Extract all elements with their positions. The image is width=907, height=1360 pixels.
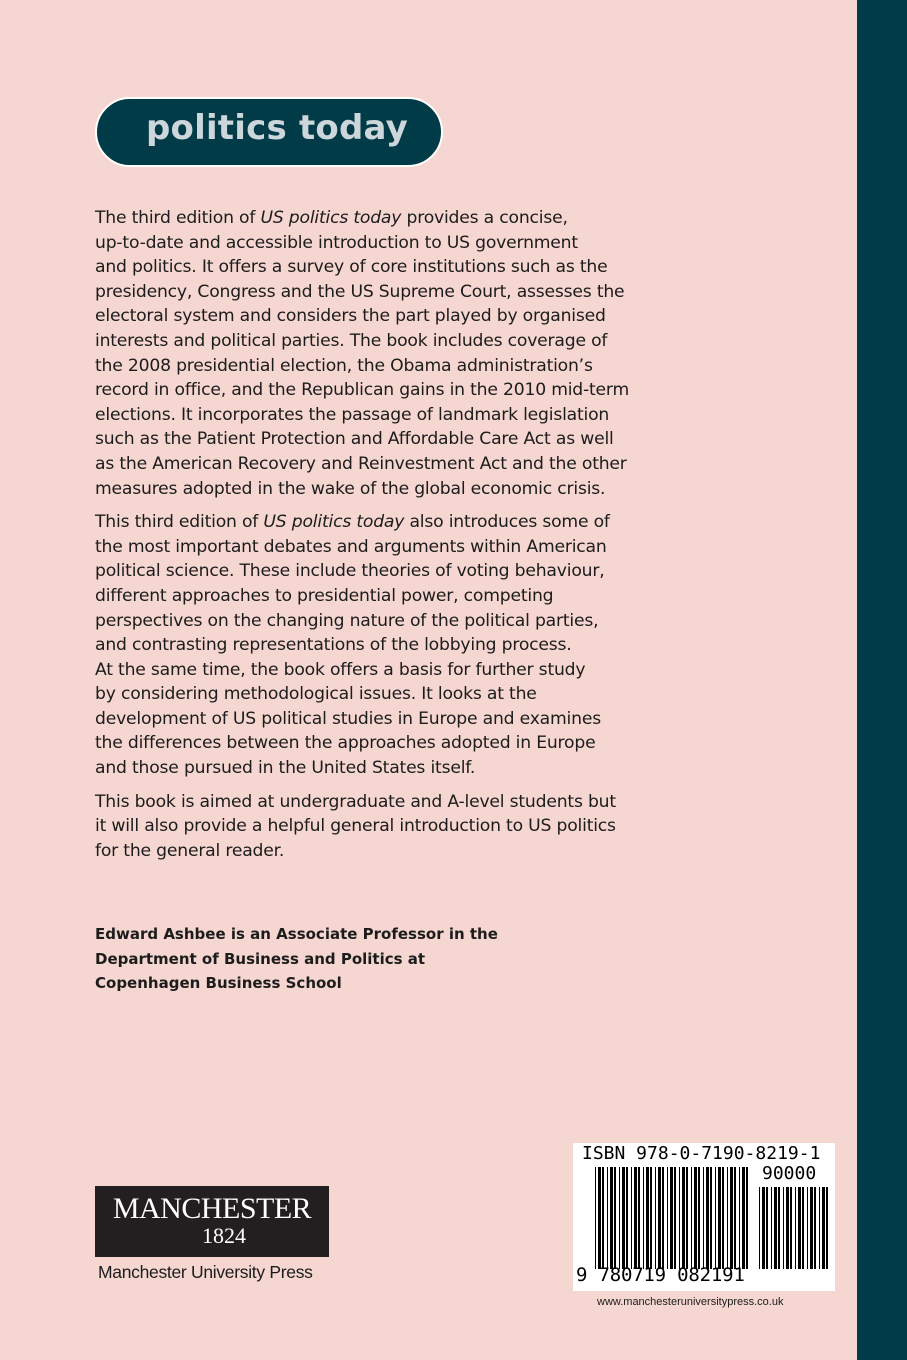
blurb-run: by considering methodological issues. It looks at the	[95, 684, 537, 705]
author-bio-line: Edward Ashbee is an Associate Professor in the	[95, 925, 498, 943]
barcode-addon-bar	[790, 1187, 792, 1269]
barcode-addon-bar	[814, 1187, 816, 1269]
barcode-addon-bar	[807, 1187, 808, 1269]
barcode-bar	[742, 1167, 745, 1269]
blurb-run: electoral system and considers the part played by organised	[95, 306, 606, 327]
press-name: Manchester University Press	[98, 1262, 313, 1282]
barcode-bar	[607, 1167, 608, 1269]
blurb-line	[95, 609, 675, 634]
blurb-run: and contrasting representations of the lobbying process.	[95, 635, 572, 656]
blurb-line	[95, 682, 675, 707]
blurb-run: and those pursued in the United States itself.	[95, 758, 476, 779]
author-bio-line: Copenhagen Business School	[95, 974, 342, 992]
book-title-italic: US politics today	[260, 208, 402, 228]
barcode-bar	[595, 1167, 596, 1269]
barcode-addon-bar	[826, 1187, 828, 1269]
blurb-run: also introduces some of	[404, 512, 610, 533]
blurb-line	[95, 535, 675, 560]
blurb-run: perspectives on the changing nature of the political parties,	[95, 610, 599, 631]
barcode-addon-bar	[778, 1187, 780, 1269]
spine-strip	[857, 0, 907, 1360]
barcode-bar	[622, 1167, 625, 1269]
author-bio-line: Department of Business and Politics at	[95, 949, 426, 968]
barcode-addon-bar	[802, 1187, 804, 1269]
blurb-line	[95, 206, 675, 231]
blurb-run: This third edition of	[95, 512, 264, 533]
blurb-run: elections. It incorporates the passage of landmark legislation	[95, 404, 610, 425]
blurb-line	[95, 255, 675, 280]
blurb-line	[95, 707, 675, 732]
barcode-bar	[602, 1167, 604, 1269]
blurb-run: provides a concise,	[401, 208, 568, 228]
barcode-bar	[703, 1167, 704, 1269]
blurb-line	[95, 304, 675, 329]
blurb-line	[95, 329, 675, 354]
author-bio	[95, 922, 575, 996]
barcode-bar	[670, 1167, 673, 1269]
series-badge	[95, 97, 443, 167]
barcode-bar	[619, 1167, 620, 1269]
publisher-url: www.manchesteruniversitypress.co.uk	[597, 1296, 784, 1308]
barcode-bar	[610, 1167, 613, 1269]
barcode-bar	[706, 1167, 709, 1269]
barcode-bar	[730, 1167, 733, 1269]
blurb-line	[95, 477, 675, 502]
blurb-paragraph	[95, 510, 675, 781]
barcode-addon-bar	[810, 1187, 813, 1269]
barcode-bar	[727, 1167, 728, 1269]
blurb-line	[95, 231, 675, 256]
barcode-addon-bar	[762, 1187, 765, 1269]
blurb-run: different approaches to presidential power, competing	[95, 585, 554, 606]
barcode-bar	[646, 1167, 649, 1269]
blurb-run: it will also provide a helpful general introduction to US politics	[95, 816, 616, 837]
blurb-run: interests and political parties. The book includes coverage of	[95, 330, 608, 351]
blurb-line	[95, 510, 675, 535]
barcode-addon-bar	[783, 1187, 784, 1269]
blurb-line	[95, 427, 675, 452]
barcode-bar	[643, 1167, 644, 1269]
barcode-bar	[722, 1167, 724, 1269]
blurb-run: This book is aimed at undergraduate and A-level students but	[95, 791, 616, 812]
barcode-bar	[662, 1167, 664, 1269]
barcode-bar	[655, 1167, 656, 1269]
barcode-addon-bar	[798, 1187, 801, 1269]
blurb-paragraph	[95, 206, 675, 501]
blurb-text	[95, 206, 675, 872]
blurb-line	[95, 378, 675, 403]
blurb-line	[95, 584, 675, 609]
barcode-panel	[573, 1143, 835, 1291]
barcode-bar	[686, 1167, 688, 1269]
barcode-addon-bar	[766, 1187, 768, 1269]
barcode-bar	[650, 1167, 652, 1269]
blurb-line	[95, 814, 675, 839]
barcode-bar	[694, 1167, 697, 1269]
price-code: 90000	[762, 1163, 817, 1184]
blurb-run: for the general reader.	[95, 840, 285, 861]
barcode-addon-bar	[822, 1187, 825, 1269]
ean-number: 9 780719 082191	[576, 1264, 745, 1286]
blurb-line	[95, 731, 675, 756]
barcode-addon-bar	[819, 1187, 820, 1269]
blurb-run: political science. These include theories of voting behaviour,	[95, 561, 605, 582]
blurb-line	[95, 839, 675, 864]
blurb-run: measures adopted in the wake of the global economic crisis.	[95, 478, 606, 499]
logo-year: 1824	[202, 1223, 246, 1248]
barcode-bar	[718, 1167, 721, 1269]
blurb-run: as the American Recovery and Reinvestment Act and the other	[95, 453, 627, 474]
barcode-bar	[658, 1167, 661, 1269]
blurb-run: such as the Patient Protection and Affordable Care Act as well	[95, 429, 614, 450]
barcode-bar	[638, 1167, 640, 1269]
barcode-bar	[631, 1167, 632, 1269]
blurb-run: record in office, and the Republican gains in the 2010 mid-term	[95, 380, 630, 401]
blurb-line	[95, 354, 675, 379]
barcode-addon-bar	[771, 1187, 772, 1269]
barcode-addon-bar	[786, 1187, 789, 1269]
barcode-bar	[679, 1167, 680, 1269]
blurb-line	[95, 280, 675, 305]
publisher-logo	[95, 1186, 329, 1257]
blurb-line	[95, 790, 675, 815]
blurb-line	[95, 452, 675, 477]
blurb-line	[95, 633, 675, 658]
barcode-bar	[626, 1167, 628, 1269]
blurb-line	[95, 756, 675, 781]
book-title-italic: US politics today	[263, 512, 405, 533]
blurb-line	[95, 403, 675, 428]
blurb-paragraph	[95, 790, 675, 864]
barcode-bar	[734, 1167, 736, 1269]
barcode-bar	[667, 1167, 668, 1269]
series-label: politics today	[146, 108, 408, 148]
barcode-bar	[674, 1167, 676, 1269]
blurb-run: The third edition of	[95, 208, 261, 228]
blurb-run: and politics. It offers a survey of core institutions such as the	[95, 257, 608, 278]
blurb-line	[95, 658, 675, 683]
barcode-addon-bar	[759, 1187, 760, 1269]
blurb-line	[95, 559, 675, 584]
logo-name: MANCHESTER	[112, 1192, 312, 1225]
barcode-bar	[710, 1167, 712, 1269]
barcode-bar	[691, 1167, 692, 1269]
blurb-run: development of US political studies in Europe and examines	[95, 708, 601, 729]
barcode-bar	[698, 1167, 700, 1269]
blurb-run: up-to-date and accessible introduction to US government	[95, 232, 578, 253]
blurb-run: At the same time, the book offers a basis for further study	[95, 659, 586, 680]
isbn-number: ISBN 978-0-7190-8219-1	[582, 1143, 821, 1164]
blurb-run: the most important debates and arguments within American	[95, 536, 607, 557]
barcode-bar	[614, 1167, 616, 1269]
blurb-run: the 2008 presidential election, the Obama administration’s	[95, 355, 593, 376]
barcode-bar	[598, 1167, 601, 1269]
barcode-bar	[739, 1167, 740, 1269]
blurb-run: the differences between the approaches adopted in Europe	[95, 733, 596, 754]
barcode-bar	[715, 1167, 716, 1269]
barcode-addon-bar	[795, 1187, 796, 1269]
barcode-bar	[682, 1167, 685, 1269]
blurb-run: presidency, Congress and the US Supreme Court, assesses the	[95, 281, 625, 302]
barcode-bar	[746, 1167, 748, 1269]
barcode-bar	[634, 1167, 637, 1269]
barcode-addon-bar	[774, 1187, 777, 1269]
